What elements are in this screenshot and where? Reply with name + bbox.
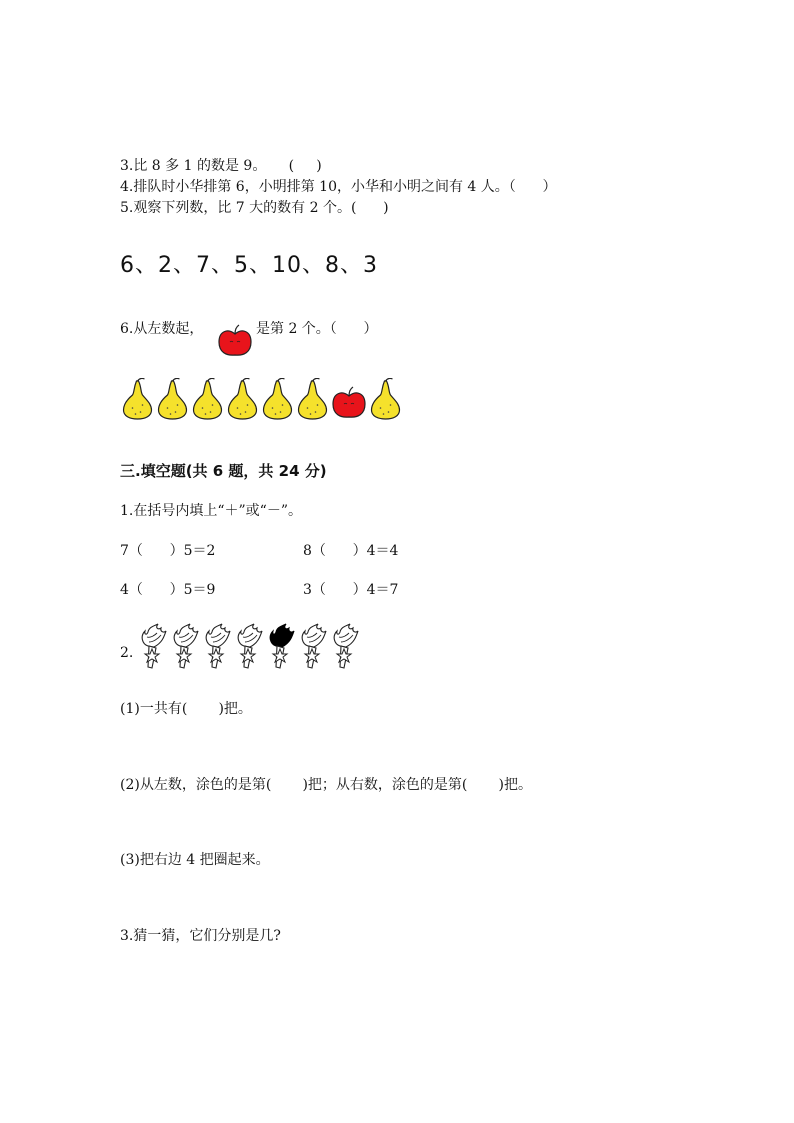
fill-question-2-part-2: (2)从左数，涂色的是第( )把；从右数，涂色的是第( )把。 xyxy=(120,777,532,793)
torch-row xyxy=(136,622,360,670)
equation-1a: 7（ ）5＝2 xyxy=(120,543,216,559)
number-sequence: 6、2、7、5、10、8、3 xyxy=(120,253,378,278)
pear-icon xyxy=(295,378,330,420)
apple-icon xyxy=(330,378,368,420)
judge-question-3: 3.比 8 多 1 的数是 9。 ( ) xyxy=(120,158,322,174)
torch-icon xyxy=(168,622,200,670)
equation-2a: 4（ ）5＝9 xyxy=(120,582,216,598)
fruit-row xyxy=(120,378,403,420)
pear-icon xyxy=(155,378,190,420)
pear-icon xyxy=(368,378,403,420)
torch-icon xyxy=(296,622,328,670)
section-3-title: 三.填空题(共 6 题，共 24 分) xyxy=(120,462,327,480)
torch-colored-icon xyxy=(264,622,296,670)
judge-question-5: 5.观察下列数，比 7 大的数有 2 个。( ) xyxy=(120,200,389,216)
pear-icon xyxy=(225,378,260,420)
fill-question-2-label: 2. xyxy=(120,645,134,661)
torch-icon xyxy=(232,622,264,670)
torch-icon xyxy=(136,622,168,670)
equation-2b: 3（ ）4＝7 xyxy=(303,582,399,598)
judge-question-6-suffix: 是第 2 个。（ ） xyxy=(256,321,378,337)
pear-icon xyxy=(260,378,295,420)
judge-question-6-prefix: 6.从左数起， xyxy=(120,321,204,337)
pear-icon xyxy=(190,378,225,420)
fill-question-2-part-1: (1)一共有( )把。 xyxy=(120,701,252,717)
apple-icon xyxy=(216,324,254,358)
fill-question-2-part-3: (3)把右边 4 把圈起来。 xyxy=(120,852,270,868)
equation-1b: 8（ ）4＝4 xyxy=(303,543,399,559)
torch-icon xyxy=(200,622,232,670)
pear-icon xyxy=(120,378,155,420)
judge-question-4: 4.排队时小华排第 6，小明排第 10，小华和小明之间有 4 人。（ ） xyxy=(120,179,557,195)
torch-icon xyxy=(328,622,360,670)
fill-question-3: 3.猜一猜，它们分别是几? xyxy=(120,928,281,944)
fill-question-1: 1.在括号内填上“＋”或“－”。 xyxy=(120,503,302,519)
